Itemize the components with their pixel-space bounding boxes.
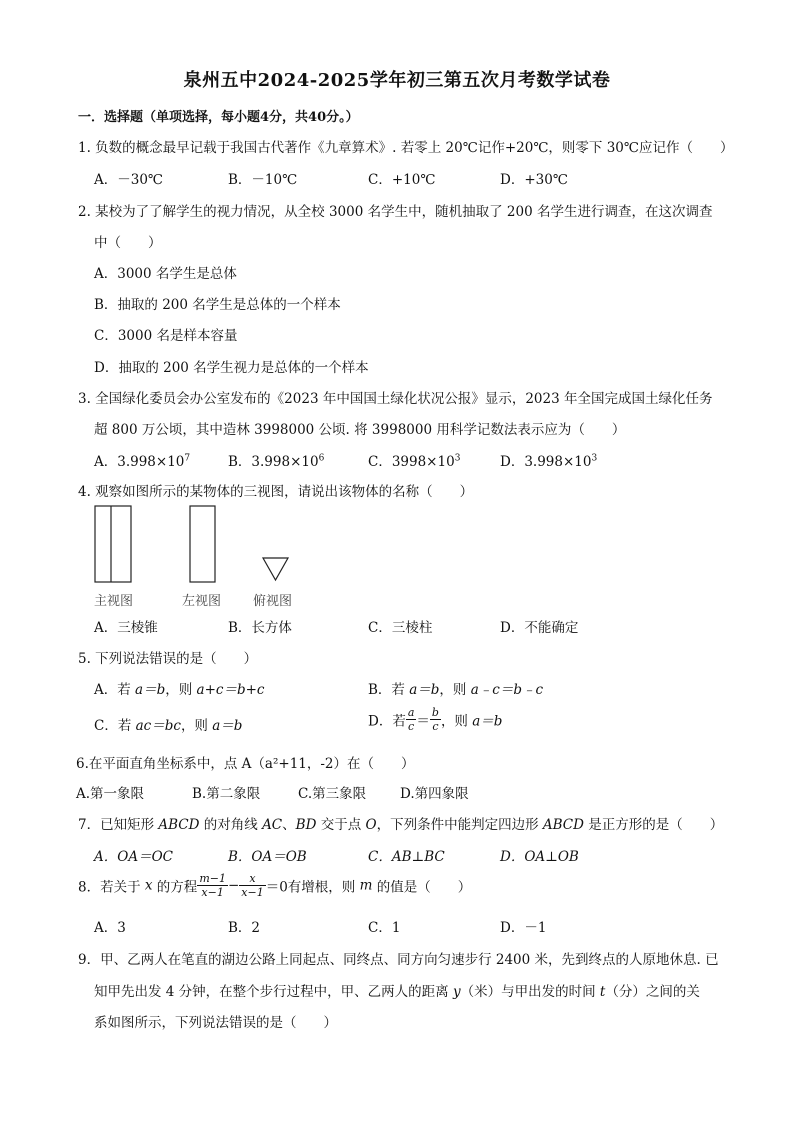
- q4-option-a[interactable]: A．三棱锥: [94, 620, 158, 636]
- q5-option-a[interactable]: A．若 a＝b，则 a+c＝b+c: [94, 682, 265, 698]
- q1-option-a[interactable]: A．－30℃: [94, 172, 164, 188]
- q8-option-c[interactable]: C．1: [368, 920, 401, 936]
- front-view-rect: [95, 506, 131, 582]
- q2-option-c[interactable]: C．3000 名是样本容量: [94, 328, 238, 344]
- page-title: 泉州五中2024-2025学年初三第五次月考数学试卷: [183, 70, 611, 91]
- q6-option-a[interactable]: A.第一象限: [76, 786, 145, 802]
- side-view-label: 左视图: [182, 594, 222, 609]
- top-view-triangle: [263, 558, 288, 580]
- question-7-text: 7．已知矩形 ABCD 的对角线 AC、BD 交于点 O，下列条件中能判定四边形 ABCD 是正方形的是（ ）: [78, 817, 724, 833]
- question-6-text: 6.在平面直角坐标系中，点 A（a²+11，-2）在（ ）: [76, 756, 415, 772]
- question-5-text: 5. 下列说法错误的是（ ）: [78, 651, 258, 667]
- fraction-x: $\frac{x}{x-1}$: [241, 872, 264, 899]
- fraction-b-over-c: $\frac{b}{c}$: [431, 706, 439, 733]
- q2-option-b[interactable]: B．抽取的 200 名学生是总体的一个样本: [94, 297, 341, 313]
- q4-option-c[interactable]: C．三棱柱: [368, 620, 433, 636]
- side-view-rect: [190, 506, 215, 582]
- question-3-text-cont: 超 800 万公顷，其中造林 3998000 公顷. 将 3998000 用科学记数法表示应为（ ）: [94, 422, 626, 438]
- q5-option-b[interactable]: B．若 a＝b，则 a﹣c＝b﹣c: [368, 682, 544, 698]
- q5-option-d[interactable]: D．若 $\frac{a}{c}$ ＝ $\frac{b}{c}$ ，则 a＝b: [368, 706, 503, 733]
- question-4-text: 4. 观察如图所示的某物体的三视图，请说出该物体的名称（ ）: [78, 484, 474, 500]
- question-2-text-cont: 中（ ）: [94, 235, 162, 251]
- q6-option-c[interactable]: C.第三象限: [298, 786, 367, 802]
- fraction-m-minus-1: $\frac{m-1}{x-1}$: [199, 872, 226, 899]
- q3-option-b[interactable]: B．$3.998\times 10^6$: [228, 453, 325, 470]
- question-3-text: 3. 全国绿化委员会办公室发布的《2023 年中国国土绿化状况公报》显示，2023 年全国完成国土绿化任务: [78, 391, 713, 407]
- fraction-a-over-c: $\frac{a}{c}$: [407, 706, 415, 733]
- q3-option-c[interactable]: C．$3998\times 10^3$: [368, 453, 461, 470]
- top-view-label: 俯视图: [253, 594, 293, 609]
- q7-option-b[interactable]: B．OA＝OB: [228, 849, 307, 865]
- q7-option-d[interactable]: D．OA⊥OB: [500, 849, 579, 865]
- q1-option-d[interactable]: D．+30℃: [500, 172, 568, 188]
- q3-option-d[interactable]: D．$3.998\times 10^3$: [500, 453, 598, 470]
- question-9-text-cont-2: 系如图所示，下列说法错误的是（ ）: [94, 1015, 337, 1031]
- question-9-text: 9．甲、乙两人在笔直的湖边公路上同起点、同终点、同方向匀速步行 2400 米，先到终点的人原地休息. 已: [78, 952, 719, 968]
- q5-option-c[interactable]: C．若 ac＝bc，则 a＝b: [94, 718, 243, 734]
- q2-option-a[interactable]: A．3000 名学生是总体: [94, 266, 237, 282]
- question-2-text: 2. 某校为了了解学生的视力情况，从全校 3000 名学生中，随机抽取了 200 名学生进行调查，在这次调查: [78, 204, 713, 220]
- q3-option-a[interactable]: A．$3.998\times 10^7$: [94, 453, 191, 470]
- q7-option-c[interactable]: C．AB⊥BC: [368, 849, 445, 865]
- front-view-label: 主视图: [94, 594, 134, 609]
- q7-option-a[interactable]: A．OA＝OC: [94, 849, 173, 865]
- q1-option-b[interactable]: B．－10℃: [228, 172, 298, 188]
- q6-option-b[interactable]: B.第二象限: [192, 786, 261, 802]
- q4-option-b[interactable]: B．长方体: [228, 620, 292, 636]
- q8-option-d[interactable]: D．－1: [500, 920, 547, 936]
- question-1-text: 1. 负数的概念最早记载于我国古代著作《九章算术》. 若零上 20℃记作+20℃，则零下 30℃应记作（ ）: [78, 140, 734, 156]
- section-heading: 一．选择题（单项选择，每小题4分，共40分。）: [78, 110, 359, 125]
- q8-option-b[interactable]: B．2: [228, 920, 261, 936]
- q4-option-d[interactable]: D．不能确定: [500, 620, 579, 636]
- three-view-figure: [78, 500, 338, 610]
- question-8-text: 8．若关于 x 的方程 $\frac{m-1}{x-1}$ − $\frac{x}{x-1}$ ＝0有增根，则 m 的值是（ ）: [78, 872, 472, 899]
- q2-option-d[interactable]: D．抽取的 200 名学生视力是总体的一个样本: [94, 360, 369, 376]
- q1-option-c[interactable]: C．+10℃: [368, 172, 436, 188]
- q8-option-a[interactable]: A．3: [94, 920, 126, 936]
- question-9-text-cont: 知甲先出发 4 分钟，在整个步行过程中，甲、乙两人的距离 y（米）与甲出发的时间 t（分）之间的关: [94, 984, 700, 1000]
- q6-option-d[interactable]: D.第四象限: [400, 786, 469, 802]
